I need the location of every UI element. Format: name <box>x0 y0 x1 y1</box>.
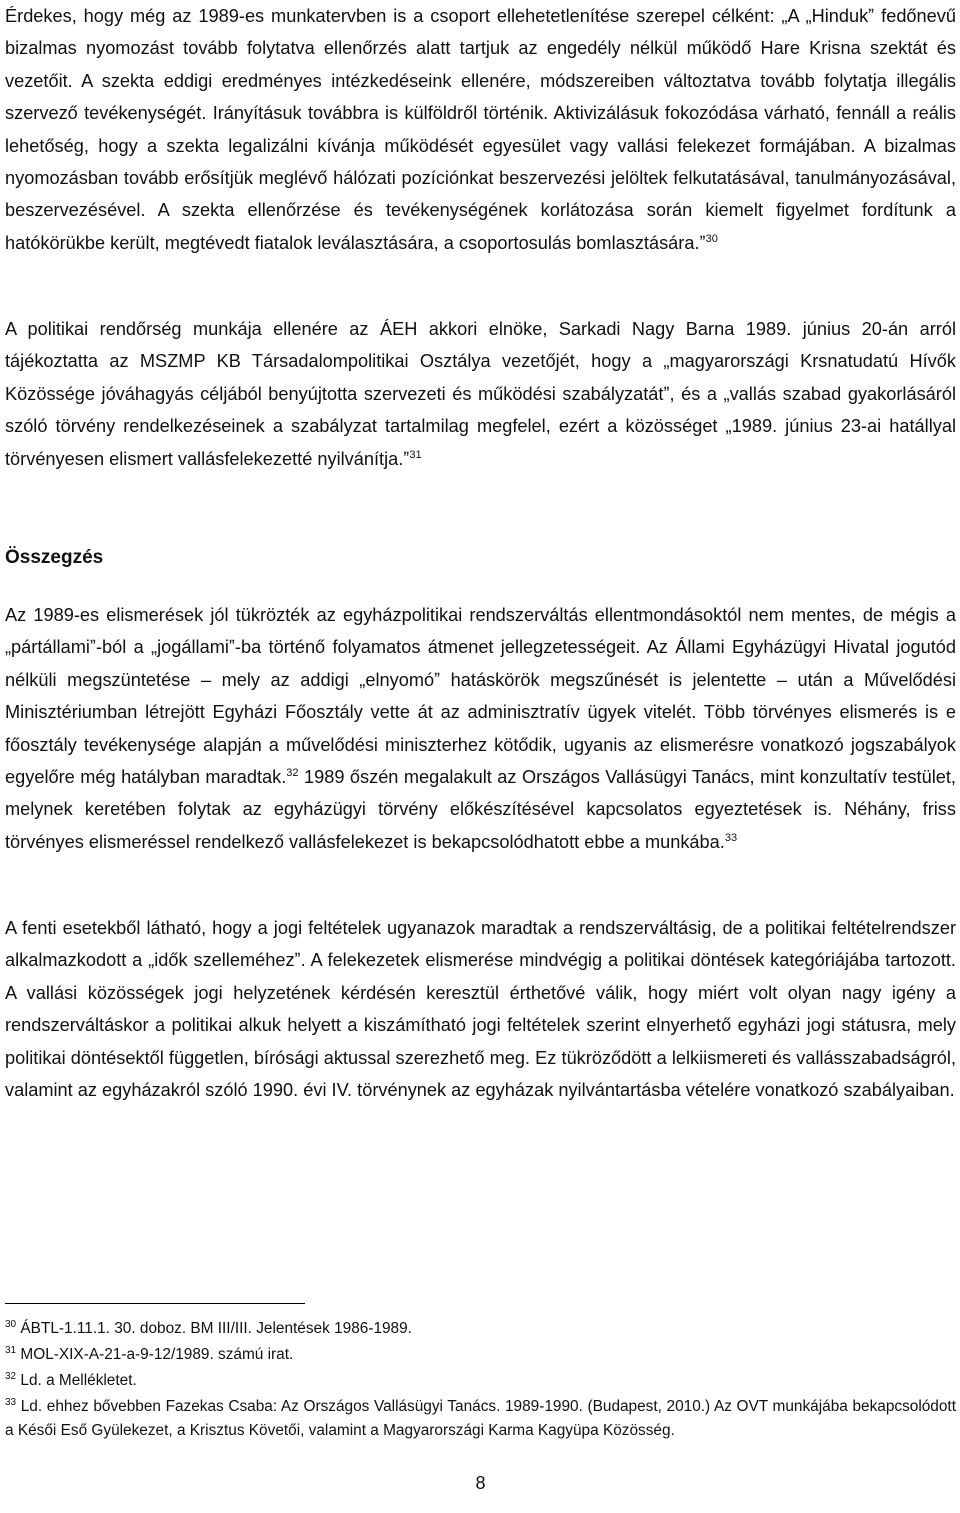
summary-paragraph: A fenti esetekből látható, hogy a jogi feltételek ugyanazok maradtak a rendszerváltásig, de a politikai feltételrendszer alkalmazkodott a „idők szelleméhezˮ. A felekezetek elismerése mindvégig a politikai döntések kategóriájába tartozott. A vallási közösségek jogi helyzetének kérdésén keresztül érthetővé válik, hogy miért volt olyan nagy igény a rendszerváltáskor a politikai alkuk helyett a kiszámítható jogi feltételek szerint elnyerhető egyházi jogi státusra, mely politikai döntésektől független, bírósági aktussal szerezhető meg. Ez tükröződött a lelkiismereti és vallásszabadságról, valamint az egyházakról szóló 1990. évi IV. törvénynek az egyházak nyilvántartásba vételére vonatkozó szabályaiban. <box>5 918 956 1101</box>
section-heading: Összegzés <box>5 547 104 568</box>
footnote-reference[interactable]: 32 <box>286 766 299 779</box>
footnote: $^{33}$ Ld. ehhez bővebben Fazekas Csaba: Az Országos Vallásügyi Tanács. 1989-1990. (Budapest, 2010.) Az OVT munkájába bekapcsolódott a Késői Eső Gyülekezet, a Krisztus Követői, valamint a Magyarországi Karma Kagyüpa Közösség. <box>5 1396 956 1439</box>
footnote-reference[interactable]: 33 <box>724 831 738 844</box>
body-paragraph: Érdekes, hogy még az 1989-es munkatervben is a csoport ellehetetlenítése szerepel célként: „A „Hindukˮ fedőnevű bizalmas nyomozást tovább folytatva ellenőrzés alatt tartjuk az engedély nélkül működő Hare Krisna szektát és vezetőit. A szekta eddigi eredményes intézkedéseink ellenére, módszereiben változtatva tovább folytatja illegális szervező tevékenységét. Irányításuk továbbra is külföldről történik. Aktivizálásuk fokozódása várható, fennáll a reális lehetőség, hogy a szekta legalizálni kívánja működését egyesület vagy vallási felekezet formájában. A bizalmas nyomozásban tovább erősítjük meglévő hálózati pozíciónkat beszervezési jelöltek felkutatásával, tanulmányozásával, beszervezésével. A szekta ellenőrzése és tevékenységének korlátozása során kiemelt figyelmet fordítunk a hatókörükbe került, megtévedt fiatalok leválasztására, a csoportosulás bomlasztására.ˮ$^{30}$ <box>5 6 956 253</box>
summary-paragraph: Az 1989-es elismerések jól tükrözték az egyházpolitikai rendszerváltás ellentmondásoktól nem mentes, de mégis a „pártállamiˮ-ból a „jogállamiˮ-ba történő folyamatos átmenet jellegzetességeit. Az Állami Egyházügyi Hivatal jogutód nélküli megszüntetése – mely az addigi „elnyomóˮ hatáskörök megszűnését is jelentette – után a Művelődési Minisztériumban létrejött Egyházi Főosztály vette át az adminisztratív ügyek vitelét. Több törvényes elismerés is e főosztály tevékenysége alapján a művelődési miniszterhez kötődik, ugyanis az elismerésre vonatkozó jogszabályok egyelőre még hatályban maradtak.$^{32}$ 1989 őszén megalakult az Országos Vallásügyi Tanács, mint konzultatív testület, melynek keretében folytak az egyházügyi törvény előkészítésével kapcsolatos egyeztetések is. Néhány, friss törvényes elismeréssel rendelkező vallásfelekezet is bekapcsolódhatott ebbe a munkába.$^{33}$ <box>5 605 956 852</box>
footnote: $^{32}$ Ld. a Mellékletet. <box>5 1370 137 1389</box>
footnote-separator <box>5 1303 305 1304</box>
footnote: $^{30}$ ÁBTL-1.11.1. 30. doboz. BM III/III. Jelentések 1986-1989. <box>5 1318 412 1337</box>
footnote: $^{31}$ MOL-XIX-A-21-a-9-12/1989. számú irat. <box>5 1344 294 1363</box>
body-paragraph: A politikai rendőrség munkája ellenére az ÁEH akkori elnöke, Sarkadi Nagy Barna 1989. június 20-án arról tájékoztatta az MSZMP KB Társadalompolitikai Osztálya vezetőjét, hogy a „magyarországi Krsnatudatú Hívők Közössége jóváhagyás céljából benyújtotta szervezeti és működési szabályzatátˮ, és a „vallás szabad gyakorlásáról szóló törvény rendelkezéseinek a szabályzat tartalmilag megfelel, ezért a közösséget „1989. június 23-ai hatállyal törvényesen elismert vallásfelekezetté nyilvánítja.ˮ$^{31}$ <box>5 319 956 469</box>
footnote-reference[interactable]: 30 <box>705 232 718 245</box>
page-number: 8 <box>475 1473 486 1493</box>
footnote-reference[interactable]: 31 <box>409 448 422 461</box>
